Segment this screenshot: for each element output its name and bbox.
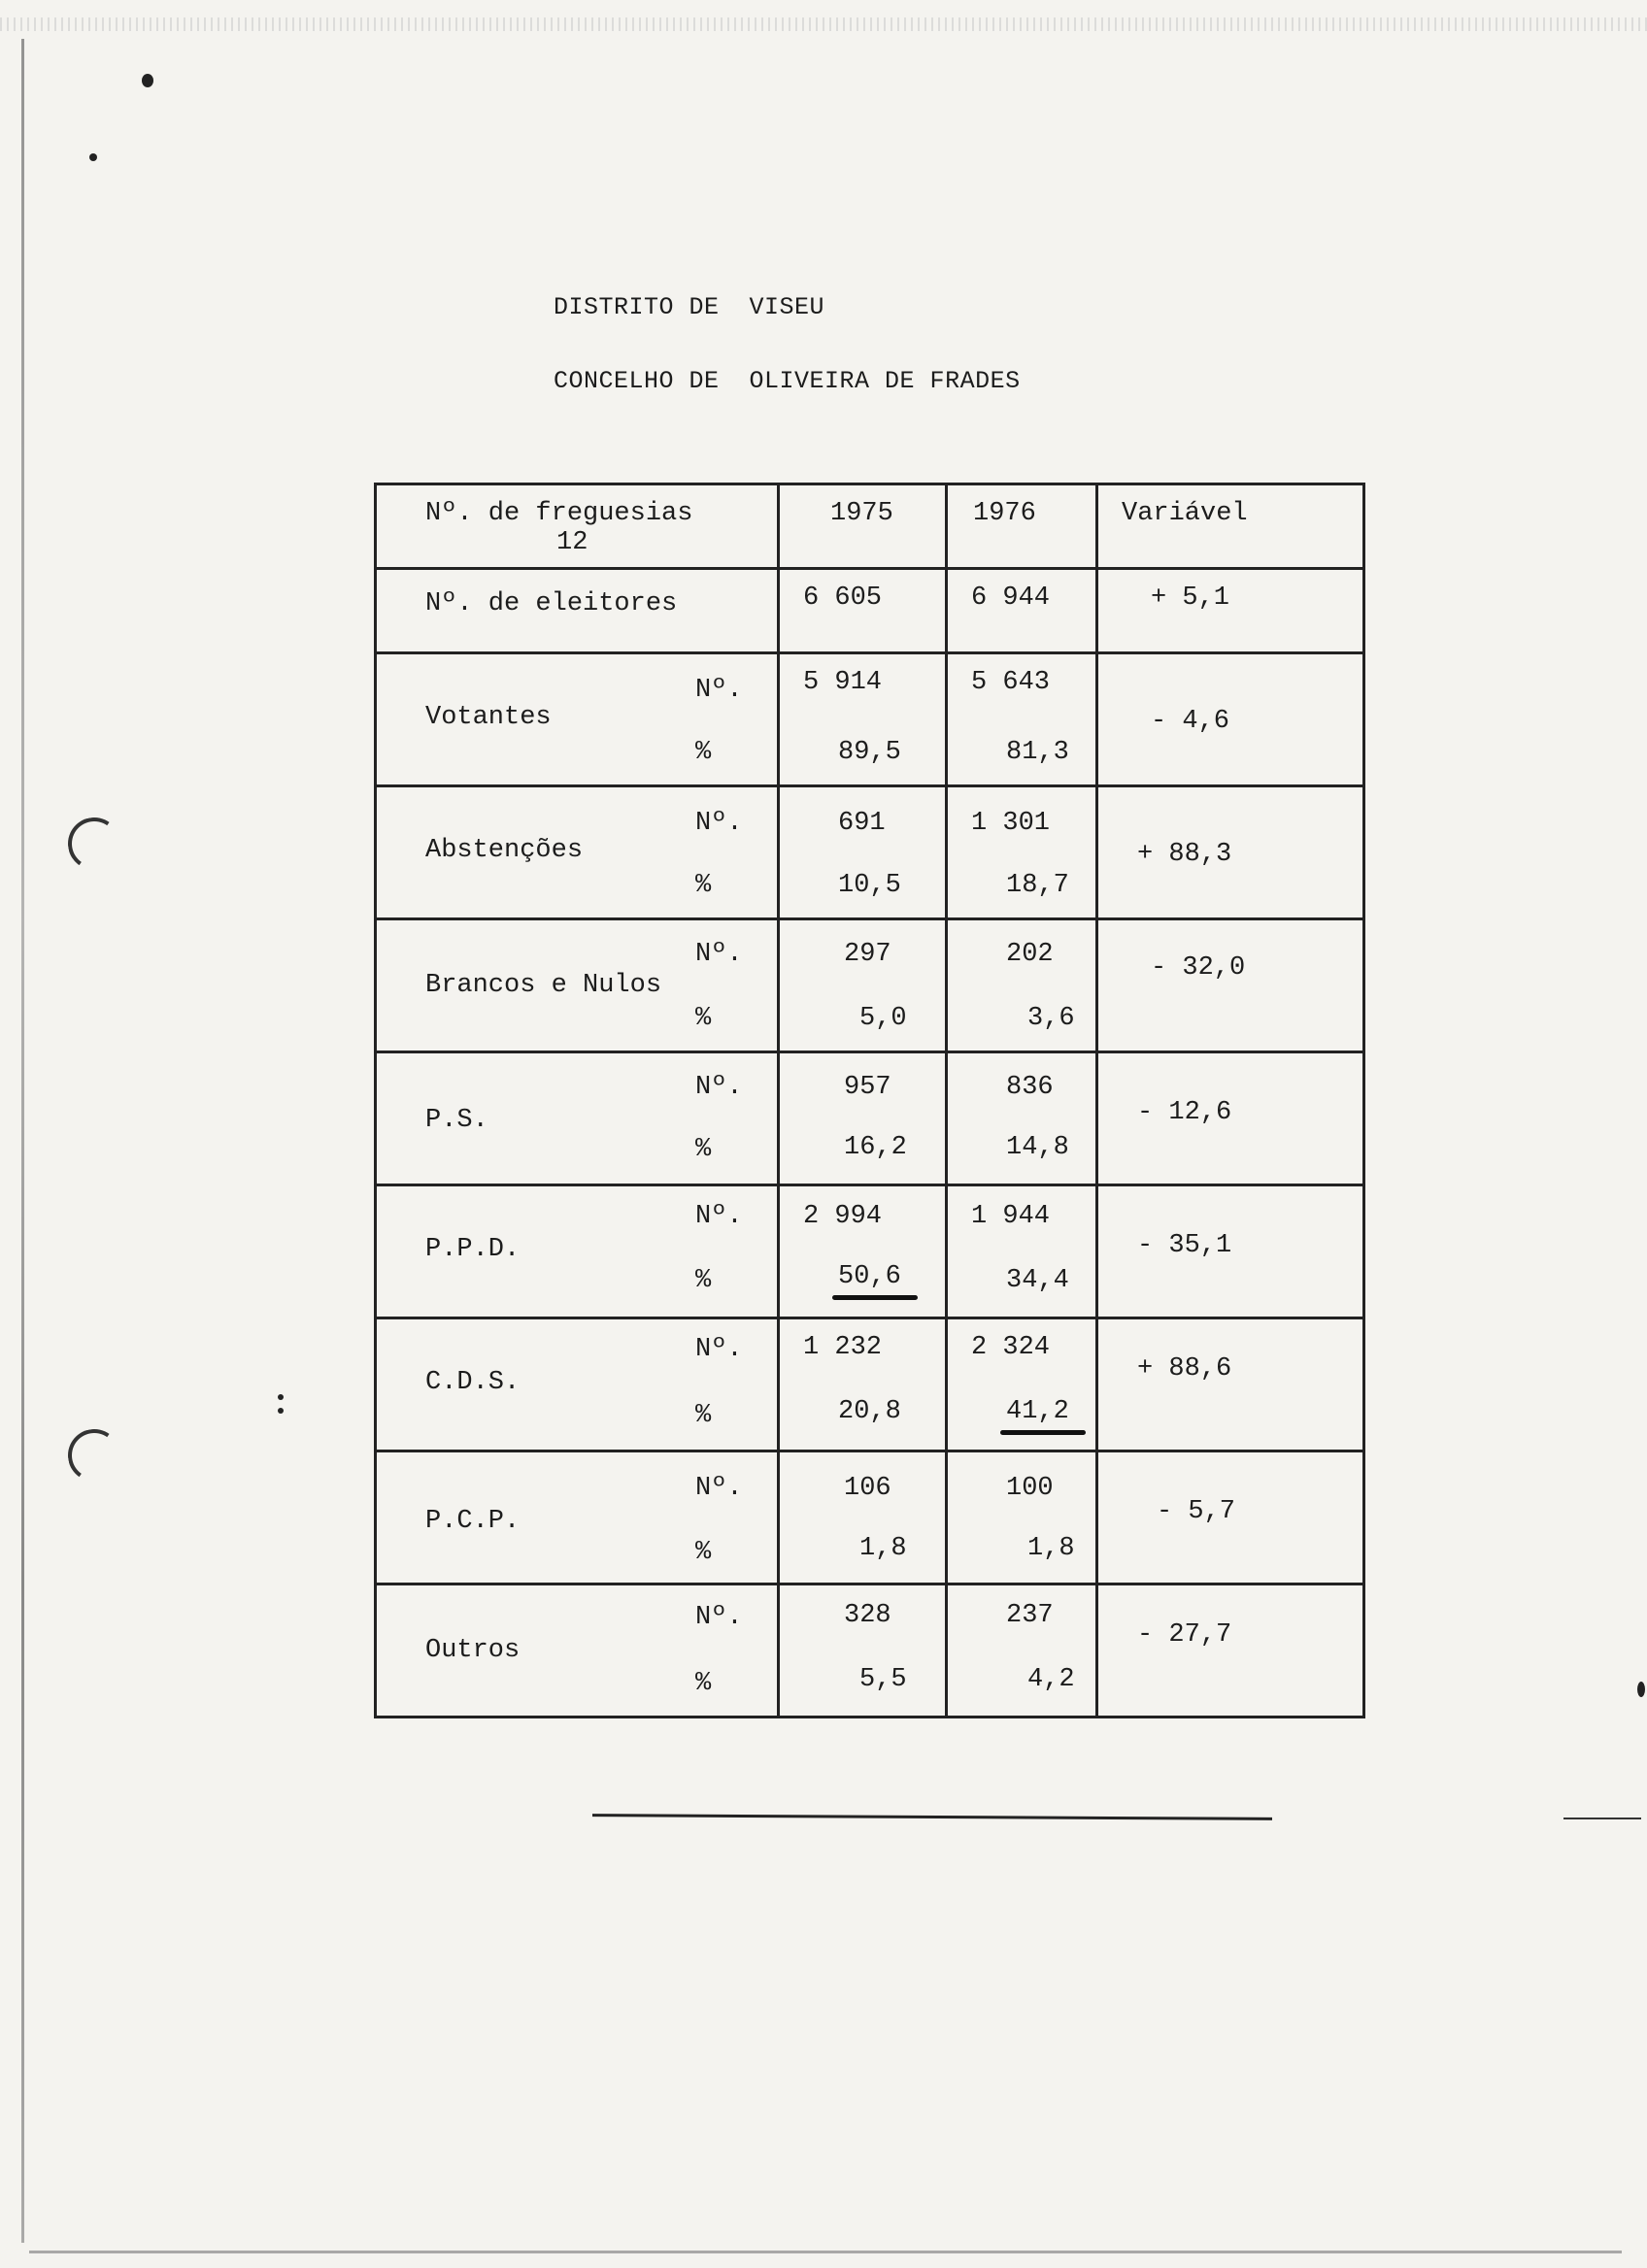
count-1976: 202	[1006, 940, 1054, 969]
percent-marker: %	[695, 1401, 712, 1430]
row-label: P.S.	[425, 1106, 488, 1135]
count-marker: Nº.	[695, 940, 743, 969]
row-label-cell	[376, 1052, 779, 1185]
variation-value: - 27,7	[1137, 1620, 1232, 1650]
ink-speck	[89, 153, 97, 161]
table-row	[376, 919, 1364, 1052]
header-1976-cell	[947, 484, 1097, 569]
row-label: P.P.D.	[425, 1235, 521, 1264]
table-row	[376, 1185, 1364, 1318]
table-row	[376, 653, 1364, 786]
row-1976-cell	[947, 1451, 1097, 1584]
variation-value: - 4,6	[1151, 707, 1230, 736]
year-1976-header: 1976	[973, 499, 1036, 528]
table-row	[376, 786, 1364, 919]
percent-marker: %	[695, 1669, 712, 1698]
ink-speck	[1637, 1682, 1645, 1697]
percent-1976: 81,3	[1006, 738, 1069, 767]
count-marker: Nº.	[695, 809, 743, 838]
row-1975-cell	[779, 1185, 947, 1318]
count-marker: Nº.	[695, 1335, 743, 1364]
percent-1976: 41,2	[1006, 1397, 1069, 1426]
percent-1975: 16,2	[844, 1133, 907, 1162]
percent-marker: %	[695, 738, 712, 767]
percent-1976: 18,7	[1006, 871, 1069, 900]
percent-1976: 4,2	[1027, 1665, 1075, 1694]
percent-marker: %	[695, 1266, 712, 1295]
count-1975: 5 914	[803, 668, 883, 697]
percent-marker: %	[695, 1538, 712, 1567]
header-variation-cell	[1097, 484, 1364, 569]
row-variation-cell	[1097, 1052, 1364, 1185]
count-marker: Nº.	[695, 676, 743, 705]
count-1975: 957	[844, 1073, 891, 1102]
row-1975-cell	[779, 1052, 947, 1185]
row-label-cell	[376, 1584, 779, 1718]
variation-header: Variável	[1122, 499, 1248, 528]
handwritten-underline	[832, 1295, 918, 1300]
row-variation-cell	[1097, 786, 1364, 919]
variation-value: - 32,0	[1151, 953, 1246, 983]
row-variation-cell	[1097, 1185, 1364, 1318]
row-1976-cell	[947, 1185, 1097, 1318]
electors-label: Nº. de eleitores	[425, 589, 678, 618]
electors-variation-cell	[1097, 569, 1364, 653]
district-heading: DISTRITO DE VISEU	[554, 293, 825, 321]
count-1975: 1 232	[803, 1333, 883, 1362]
count-1976: 836	[1006, 1073, 1054, 1102]
percent-1975: 89,5	[838, 738, 901, 767]
row-label-cell	[376, 1451, 779, 1584]
table-row	[376, 1052, 1364, 1185]
row-label-cell	[376, 653, 779, 786]
electors-1976: 6 944	[971, 584, 1051, 613]
count-marker: Nº.	[695, 1202, 743, 1231]
header-1975-cell	[779, 484, 947, 569]
ink-speck	[278, 1408, 284, 1414]
row-label-cell	[376, 1318, 779, 1451]
page-bottom-edge	[29, 2251, 1622, 2253]
percent-1975: 50,6	[838, 1262, 901, 1291]
row-variation-cell	[1097, 653, 1364, 786]
row-variation-cell	[1097, 1584, 1364, 1718]
count-1976: 100	[1006, 1474, 1054, 1503]
electors-row	[376, 569, 1364, 653]
electors-1975-cell	[779, 569, 947, 653]
percent-1975: 20,8	[838, 1397, 901, 1426]
table-row	[376, 1451, 1364, 1584]
count-1975: 328	[844, 1601, 891, 1630]
handwritten-underline	[1000, 1430, 1086, 1435]
count-marker: Nº.	[695, 1474, 743, 1503]
table-row	[376, 1318, 1364, 1451]
row-label-cell	[376, 786, 779, 919]
count-marker: Nº.	[695, 1603, 743, 1632]
row-label-cell	[376, 919, 779, 1052]
percent-1975: 1,8	[859, 1534, 907, 1563]
row-1975-cell	[779, 786, 947, 919]
variation-value: - 35,1	[1137, 1231, 1232, 1260]
ink-speck	[278, 1394, 284, 1400]
count-1975: 106	[844, 1474, 891, 1503]
percent-marker: %	[695, 1004, 712, 1033]
handwritten-stroke	[1563, 1818, 1641, 1819]
row-label: P.C.P.	[425, 1507, 521, 1536]
electors-1976-cell	[947, 569, 1097, 653]
count-1976: 1 944	[971, 1202, 1051, 1231]
variation-value: + 88,3	[1137, 840, 1232, 869]
election-results-table	[374, 483, 1365, 1718]
row-1975-cell	[779, 653, 947, 786]
row-label: C.D.S.	[425, 1368, 521, 1397]
percent-1976: 3,6	[1027, 1004, 1075, 1033]
row-1976-cell	[947, 1318, 1097, 1451]
variation-value: + 88,6	[1137, 1354, 1232, 1384]
page-left-edge	[21, 39, 24, 2243]
electors-variation: + 5,1	[1151, 584, 1230, 613]
header-label-cell	[376, 484, 779, 569]
table-row	[376, 1584, 1364, 1718]
electors-1975: 6 605	[803, 584, 883, 613]
electors-label-cell	[376, 569, 779, 653]
count-marker: Nº.	[695, 1073, 743, 1102]
percent-1976: 1,8	[1027, 1534, 1075, 1563]
row-1975-cell	[779, 919, 947, 1052]
row-variation-cell	[1097, 1318, 1364, 1451]
count-1975: 297	[844, 940, 891, 969]
percent-1975: 5,0	[859, 1004, 907, 1033]
percent-1975: 5,5	[859, 1665, 907, 1694]
row-1975-cell	[779, 1451, 947, 1584]
row-1976-cell	[947, 786, 1097, 919]
row-1976-cell	[947, 1052, 1097, 1185]
count-1975: 691	[838, 809, 886, 838]
count-1976: 1 301	[971, 809, 1051, 838]
punch-hole-mark	[64, 814, 125, 875]
count-1976: 237	[1006, 1601, 1054, 1630]
count-1976: 5 643	[971, 668, 1051, 697]
row-1975-cell	[779, 1318, 947, 1451]
count-1976: 2 324	[971, 1333, 1051, 1362]
row-label: Votantes	[425, 703, 552, 732]
row-label: Abstenções	[425, 836, 584, 865]
variation-value: - 12,6	[1137, 1098, 1232, 1127]
variation-value: - 5,7	[1157, 1497, 1236, 1526]
count-1975: 2 994	[803, 1202, 883, 1231]
punch-hole-mark	[64, 1425, 125, 1486]
ink-speck	[142, 74, 153, 87]
row-label-cell	[376, 1185, 779, 1318]
scan-noise-top	[0, 17, 1647, 31]
row-variation-cell	[1097, 919, 1364, 1052]
year-1975-header: 1975	[830, 499, 893, 528]
parish-count-label: Nº. de freguesias	[425, 499, 693, 528]
percent-1976: 14,8	[1006, 1133, 1069, 1162]
row-label: Outros	[425, 1636, 521, 1665]
percent-marker: %	[695, 871, 712, 900]
municipality-heading: CONCELHO DE OLIVEIRA DE FRADES	[554, 367, 1021, 395]
handwritten-stroke	[592, 1814, 1272, 1820]
percent-1976: 34,4	[1006, 1266, 1069, 1295]
percent-1975: 10,5	[838, 871, 901, 900]
row-1976-cell	[947, 653, 1097, 786]
parish-count-value: 12	[556, 528, 588, 557]
row-label: Brancos e Nulos	[425, 971, 662, 1000]
table-header-row	[376, 484, 1364, 569]
row-1976-cell	[947, 1584, 1097, 1718]
row-1976-cell	[947, 919, 1097, 1052]
percent-marker: %	[695, 1135, 712, 1164]
row-variation-cell	[1097, 1451, 1364, 1584]
row-1975-cell	[779, 1584, 947, 1718]
